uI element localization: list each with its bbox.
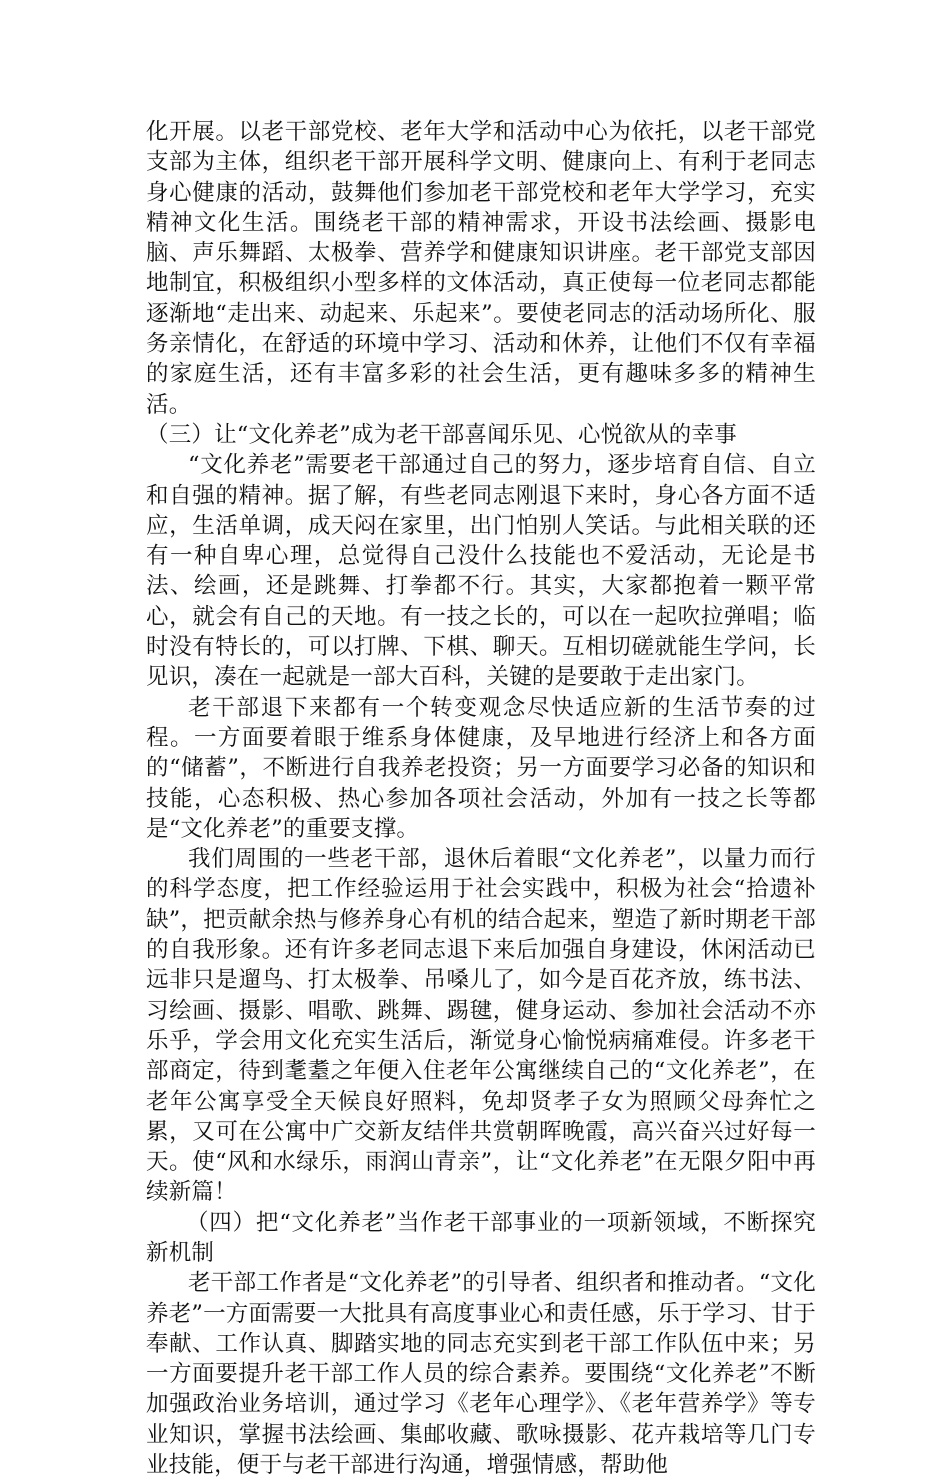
paragraph-self-reliance: “文化养老”需要老干部通过自己的努力，逐步培育自信、自立和自强的精神。据了解，有些老同志刚退下来时，身心各方面不适应，生活单调，成天闷在家里，出门怕别人笑话。与此相关联的还有一种自卑心理，总觉得自己没什么技能也不爱活动，无论是书法、绘画，还是跳舞、打拳都不行。其实，大家都抱着一颗平常心，就会有自己的天地。有一技之长的，可以在一起吹拉弹唱；临时没有特长的，可以打牌、下棋、聊天。互相切磋就能生学问，长见识，凑在一起就是一部大百科，关键的是要敢于走出家门。: [146, 452, 816, 691]
paragraph-adaptation: 老干部退下来都有一个转变观念尽快适应新的生活节奏的过程。一方面要着眼于维系身体健康，及早地进行经济上和各方面的“储蓄”，不断进行自我养老投资；另一方面要学习必备的知识和技能，心态积极、热心参加各项社会活动，外加有一技之长等都是“文化养老”的重要支撑。: [146, 694, 816, 842]
paragraph-workers: 老干部工作者是“文化养老”的引导者、组织者和推动者。“文化养老”一方面需要一大批具有高度事业心和责任感，乐于学习、甘于奉献、工作认真、脚踏实地的同志充实到老干部工作队伍中来；另一方面要提升老干部工作人员的综合素养。要围绕“文化养老”不断加强政治业务培训，通过学习《老年心理学》、《老年营养学》等专业知识，掌握书法绘画、集邮收藏、歌咏摄影、花卉栽培等几门专业技能，便于与老干部进行沟通，增强情感，帮助他: [146, 1270, 817, 1479]
section-heading-4: （四）把“文化养老”当作老干部事业的一项新领域，不断探究新机制: [146, 1209, 816, 1266]
paragraph-examples: 我们周围的一些老干部，退休后着眼“文化养老”，以量力而行的科学态度，把工作经验运用于社会实践中，积极为社会“拾遗补缺”，把贡献余热与修养身心有机的结合起来，塑造了新时期老干部的自我形象。还有许多老同志退下来后加强自身建设，休闲活动已远非只是遛鸟、打太极拳、吊嗓儿了，如今是百花齐放，练书法、习绘画、摄影、唱歌、跳舞、踢毽，健身运动、参加社会活动不亦乐乎，学会用文化充实生活后，渐觉身心愉悦病痛难侵。许多老干部商定，待到耄耋之年便入住老年公寓继续自己的“文化养老”，在老年公寓享受全天候良好照料，免却贤孝子女为照顾父母奔忙之累，又可在公寓中广交新友结伴共赏朝晖晚霞，高兴奋兴过好每一天。使“风和水绿乐，雨润山青亲”，让“文化养老”在无限夕阳中再续新篇！: [146, 846, 817, 1206]
document-body: [146, 117, 816, 1480]
section-heading-3: （三）让“文化养老”成为老干部喜闻乐见、心悦欲从的幸事: [146, 421, 737, 448]
paragraph-continuation: 化开展。以老干部党校、老年大学和活动中心为依托，以老干部党支部为主体，组织老干部开展科学文明、健康向上、有利于老同志身心健康的活动，鼓舞他们参加老干部党校和老年大学学习，充实精神文化生活。围绕老干部的精神需求，开设书法绘画、摄影电脑、声乐舞蹈、太极拳、营养学和健康知识讲座。老干部党支部因地制宜，积极组织小型多样的文体活动，真正使每一位老同志都能逐渐地“走出来、动起来、乐起来”。要使老同志的活动场所化、服务亲情化，在舒适的环境中学习、活动和休养，让他们不仅有幸福的家庭生活，还有丰富多彩的社会生活，更有趣味多多的精神生活。: [146, 119, 816, 418]
